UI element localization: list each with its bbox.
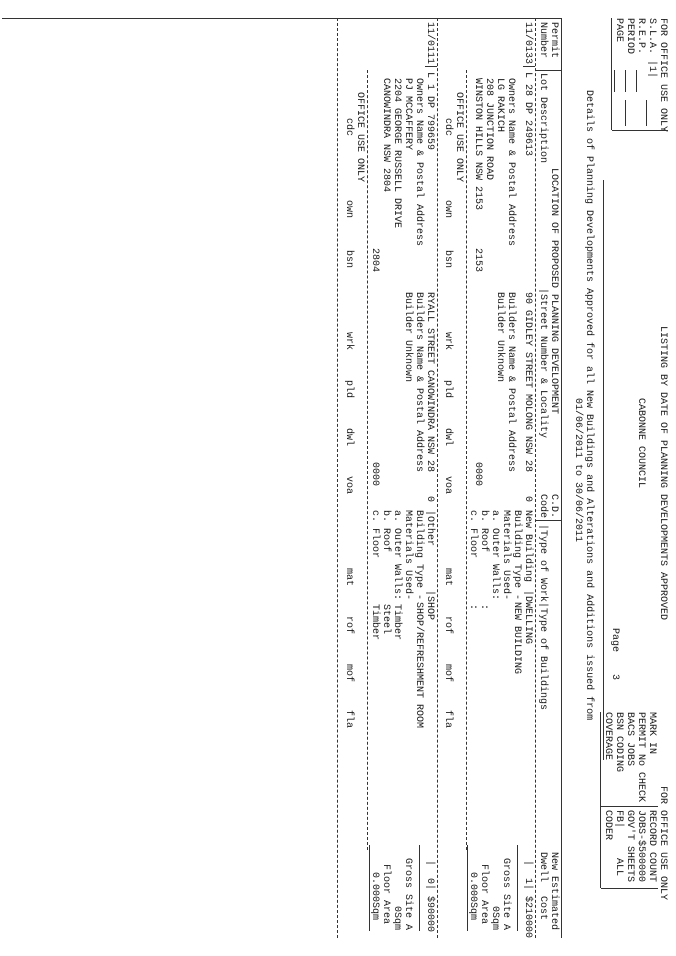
materials-roof: b. Roof <box>478 510 489 553</box>
builders-label: Builders Name & Postal Address <box>505 292 516 473</box>
code-bsn: bsn <box>442 250 453 269</box>
owner-name: PJ MCCAFFERY <box>402 78 413 151</box>
col-cd: C.D. <box>548 494 559 519</box>
floor-area-label: Floor Area <box>478 864 489 925</box>
code-cdc: cdc <box>442 118 453 137</box>
cd-code: 0 <box>522 496 533 503</box>
code-pld: pld <box>442 380 453 399</box>
cd-code: 0 <box>424 496 435 503</box>
owner-postcode: 2153 <box>472 248 483 273</box>
estimated-cost: $90000 <box>424 896 435 933</box>
site-area-label: Gross Site A <box>402 858 413 931</box>
report-title: LISTING BY DATE OF PLANNING DEVELOPMENTS APPROVED <box>657 326 668 621</box>
owner-address-2: CANOWINDRA NSW 2804 <box>380 78 391 193</box>
col-location-heading: LOCATION OF PROPOSED PLANNING DEVELOPMENT <box>548 168 559 415</box>
mark-in-label: MARK IN <box>646 712 657 755</box>
building-subtype: SHOP/REFRESHMENT ROOM <box>413 602 424 729</box>
site-area-value: 0Sqm <box>489 905 500 930</box>
details-line: Details of Planning Developments Approved for all New Buildings and Alterations and Additions issued from <box>583 90 594 721</box>
roof-value: : <box>478 604 489 611</box>
page-number: 3 <box>609 674 620 681</box>
code-voa: voa <box>442 476 453 495</box>
col-code: Code <box>537 494 548 519</box>
owner-address-1: 2204 GEORGE RUSSELL DRIVE <box>391 78 402 229</box>
permit-number: 11/0133 <box>522 22 533 65</box>
materials-used: Materials Used- <box>402 510 413 601</box>
col-permit: Permit <box>548 22 559 59</box>
materials-building-type: Building Type - <box>511 510 522 601</box>
building-subtype: NEW BUILDING <box>511 602 522 675</box>
bacs-jobs-label: BACS JOBS <box>624 712 635 767</box>
office-use-only-label: OFFICE USE ONLY <box>453 92 464 183</box>
office-use-title-right: FOR OFFICE USE ONLY <box>657 786 668 901</box>
code-mat: mat <box>442 568 453 587</box>
builder-postcode: 0000 <box>472 462 483 487</box>
coder-label: CODER <box>602 810 613 841</box>
roof-value: Steel <box>380 604 391 635</box>
floor-value: : <box>467 604 478 611</box>
building-type: |SHOP <box>424 590 435 621</box>
code-voa: voa <box>343 476 354 495</box>
col-type-of-buildings: |Type of Buildings <box>537 602 548 711</box>
period-line: PERIOD <box>624 18 635 55</box>
col-lot-description: Lot Description <box>537 73 548 164</box>
code-fla: fla <box>442 710 453 729</box>
type-of-work: New Building <box>522 510 533 583</box>
floor-area-label: Floor Area <box>380 864 391 925</box>
permit-number: 11/0111 <box>424 22 435 65</box>
site-area-value: 0Sqm <box>391 905 402 930</box>
office-use-only-label: OFFICE USE ONLY <box>354 92 365 183</box>
code-mof: mof <box>343 664 354 683</box>
floor-value: Timber <box>369 604 380 641</box>
govt-sheets-label: GOV'T SHEETS <box>624 810 635 883</box>
owner-postcode: 2804 <box>369 248 380 273</box>
bsn-coding-label: BSN CODING <box>613 712 624 773</box>
lot-description: L 1 DP 799659 <box>424 72 435 151</box>
materials-floor: c. Floor <box>467 510 478 559</box>
col-street: |Street Number & Locality <box>537 288 548 439</box>
period-range: 01/06/2011 to 30/06/2011 <box>572 398 583 543</box>
col-dwell: Dwell <box>537 852 548 883</box>
builder-name: Builder Unknown <box>402 292 413 383</box>
materials-used: Materials Used- <box>500 510 511 601</box>
col-type-of-work: |Type of Work <box>537 524 548 603</box>
type-of-work: |Other <box>424 510 435 547</box>
building-type: |DWELLING <box>522 590 533 645</box>
dwell-count: | 1| <box>522 860 533 891</box>
code-own: own <box>442 200 453 219</box>
owner-address-2: WINSTON HILLS NSW 2153 <box>472 78 483 211</box>
materials-outer-walls: a. Outer Walls: <box>489 510 500 601</box>
code-rof: rof <box>442 616 453 635</box>
sla-line: S.L.A. |1| <box>646 18 657 79</box>
fb-all-label: FB| ALL <box>613 810 624 877</box>
materials-building-type: Building Type - <box>413 510 424 601</box>
materials-roof: b. Roof <box>380 510 391 553</box>
page-label: Page <box>609 628 620 653</box>
code-cdc: cdc <box>343 118 354 137</box>
estimated-cost: $210000 <box>522 896 533 939</box>
owner-name: LG RAKICH <box>494 78 505 133</box>
outer-walls-value: Timber <box>391 604 402 641</box>
floor-area-value: 0.000Sqm <box>467 872 478 921</box>
jobs-threshold-label: JOBS-$500000 <box>635 810 646 883</box>
owners-label: Owners Name & Postal Address <box>505 78 516 247</box>
materials-outer-walls: a. Outer Walls: <box>391 510 402 601</box>
code-dwl: dwl <box>442 428 453 447</box>
col-cost: Cost <box>537 896 548 921</box>
code-own: own <box>343 200 354 219</box>
code-dwl: dwl <box>343 428 354 447</box>
code-pld: pld <box>343 380 354 399</box>
col-new-estimated: New Estimated <box>548 852 559 931</box>
permit-check-label: PERMIT No CHECK <box>635 712 646 803</box>
dwell-count: | 0| <box>424 860 435 891</box>
site-area-label: Gross Site A <box>500 858 511 931</box>
code-bsn: bsn <box>343 250 354 269</box>
page-line: PAGE <box>613 18 624 43</box>
coverage-label: COVERAGE <box>602 712 613 761</box>
floor-area-value: 0.000Sqm <box>369 872 380 921</box>
office-use-title: FOR OFFICE USE ONLY <box>657 18 668 133</box>
code-wrk: wrk <box>343 332 354 351</box>
lot-description: L 28 DP 249613 <box>522 72 533 157</box>
code-mat: mat <box>343 568 354 587</box>
code-mof: mof <box>442 664 453 683</box>
code-fla: fla <box>343 710 354 729</box>
rep-line: R.E.P. <box>635 18 646 55</box>
record-count-label: RECORD COUNT <box>646 810 657 883</box>
builder-postcode: 0000 <box>369 462 380 487</box>
materials-floor: c. Floor <box>369 510 380 559</box>
builders-label: Builders Name & Postal Address <box>413 292 424 473</box>
builder-name: Builder Unknown <box>494 292 505 383</box>
code-wrk: wrk <box>442 332 453 351</box>
street-locality: 90 GIDLEY STREET MOLONG NSW 28 <box>522 292 533 473</box>
col-number: Number <box>537 22 548 59</box>
council-name: CABONNE COUNCIL <box>635 398 646 489</box>
owner-address-1: 208 JUNCTION ROAD <box>483 78 494 181</box>
street-locality: RYALL STREET CANOWINDRA NSW 28 <box>424 292 435 473</box>
owners-label: Owners Name & Postal Address <box>413 78 424 247</box>
code-rof: rof <box>343 616 354 635</box>
